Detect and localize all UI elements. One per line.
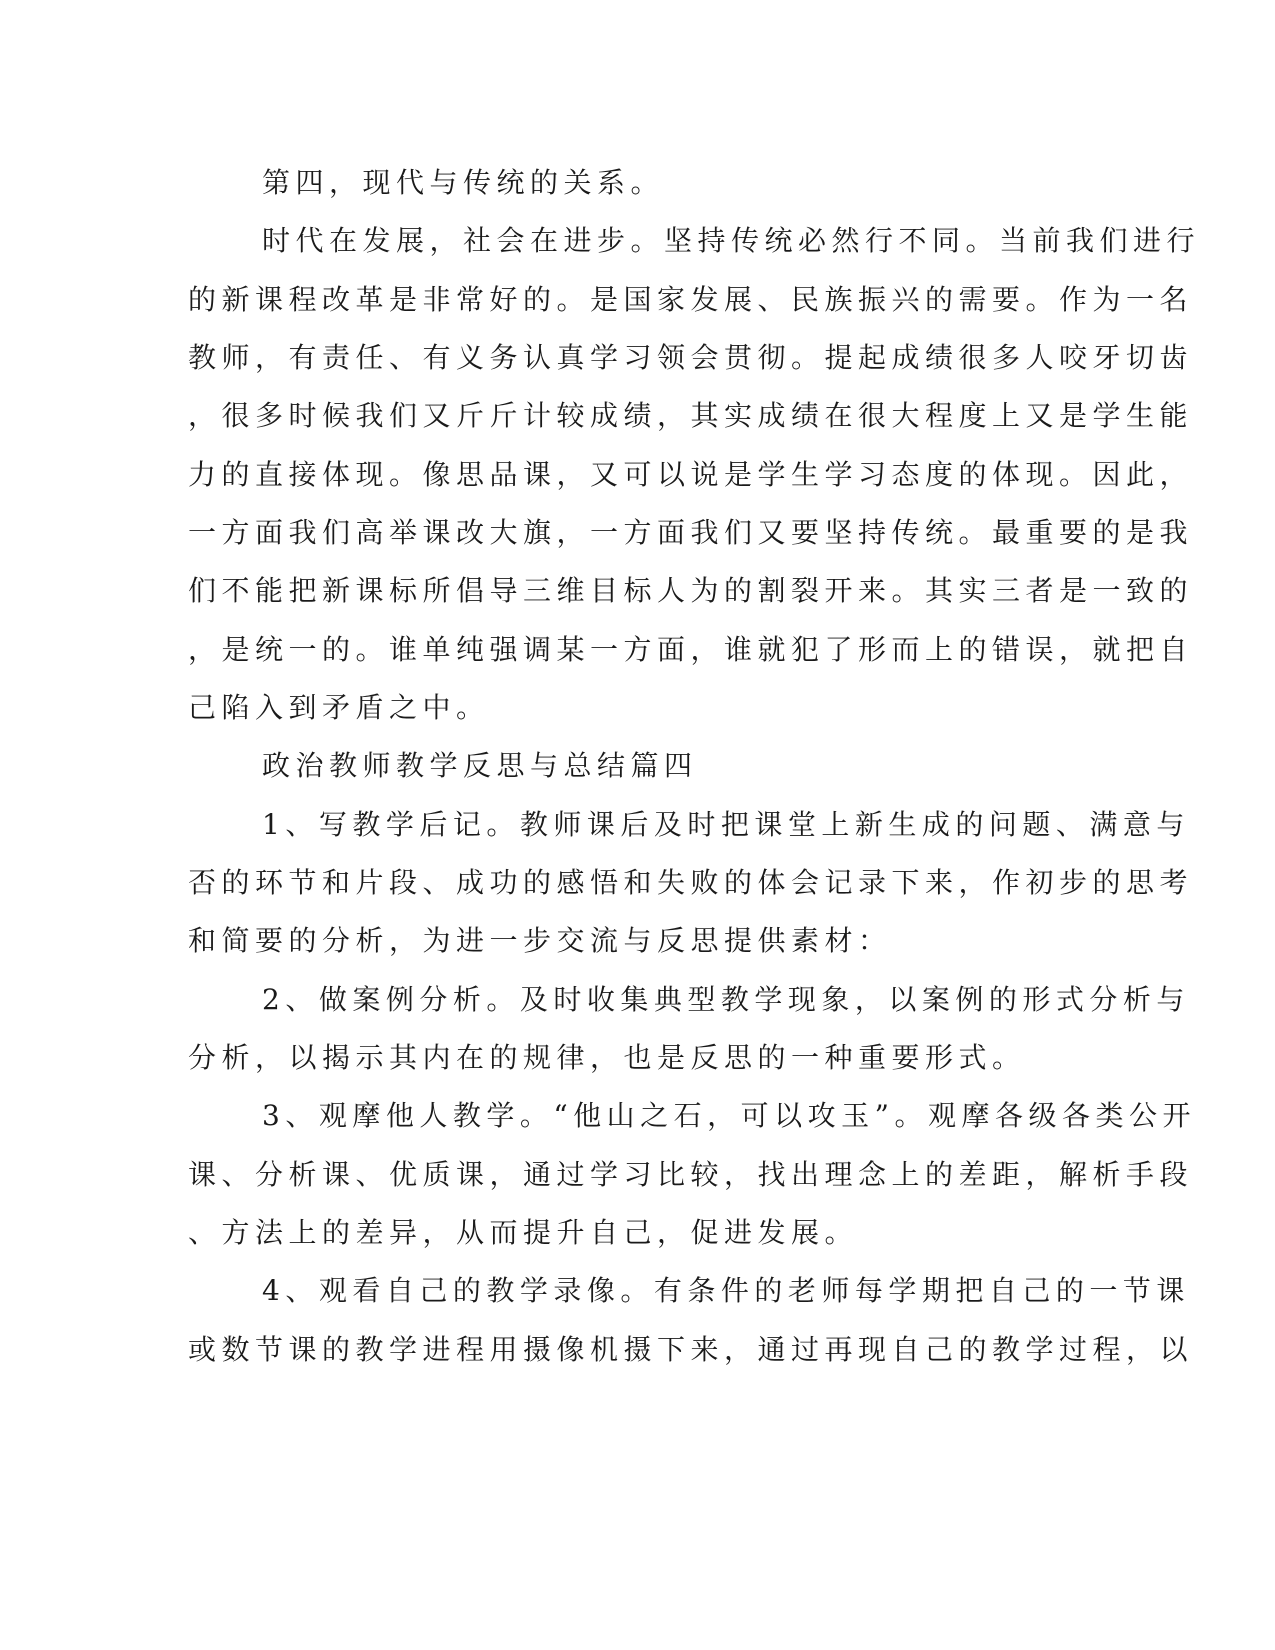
text-line: ，很多时候我们又斤斤计较成绩，其实成绩在很大程度上又是学生能 <box>188 399 1194 432</box>
text-line: 4、观看自己的教学录像。有条件的老师每学期把自己的一节课 <box>262 1274 1190 1307</box>
text-line: 教师，有责任、有义务认真学习领会贯彻。提起成绩很多人咬牙切齿 <box>188 341 1194 374</box>
text-line: 力的直接体现。像思品课，又可以说是学生学习态度的体现。因此， <box>188 458 1194 491</box>
text-line: 课、分析课、优质课，通过学习比较，找出理念上的差距，解析手段 <box>188 1158 1194 1191</box>
text-line: 分析，以揭示其内在的规律，也是反思的一种重要形式。 <box>188 1041 1026 1074</box>
text-line: 2、做案例分析。及时收集典型教学现象，以案例的形式分析与 <box>262 983 1190 1016</box>
text-line: 一方面我们高举课改大旗，一方面我们又要坚持传统。最重要的是我 <box>188 516 1194 549</box>
text-line: ，是统一的。谁单纯强调某一方面，谁就犯了形而上的错误，就把自 <box>188 633 1194 666</box>
text-line: 1、写教学后记。教师课后及时把课堂上新生成的问题、满意与 <box>262 808 1190 841</box>
text-line: 的新课程改革是非常好的。是国家发展、民族振兴的需要。作为一名 <box>188 283 1194 316</box>
text-line: 、方法上的差异，从而提升自己，促进发展。 <box>188 1216 859 1249</box>
text-line: 和简要的分析，为进一步交流与反思提供素材： <box>188 924 892 957</box>
text-line: 们不能把新课标所倡导三维目标人为的割裂开来。其实三者是一致的 <box>188 574 1194 607</box>
section-heading-fourth: 第四，现代与传统的关系。 <box>262 166 665 199</box>
text-line: 否的环节和片段、成功的感悟和失败的体会记录下来，作初步的思考 <box>188 866 1194 899</box>
text-line: 3、观摩他人教学。“他山之石，可以攻玉”。观摩各级各类公开 <box>262 1099 1196 1132</box>
text-line: 或数节课的教学进程用摄像机摄下来，通过再现自己的教学过程，以 <box>188 1333 1194 1366</box>
text-line: 时代在发展，社会在进步。坚持传统必然行不同。当前我们进行 <box>262 224 1201 257</box>
section-title: 政治教师教学反思与总结篇四 <box>262 749 698 782</box>
text-line: 己陷入到矛盾之中。 <box>188 691 490 724</box>
